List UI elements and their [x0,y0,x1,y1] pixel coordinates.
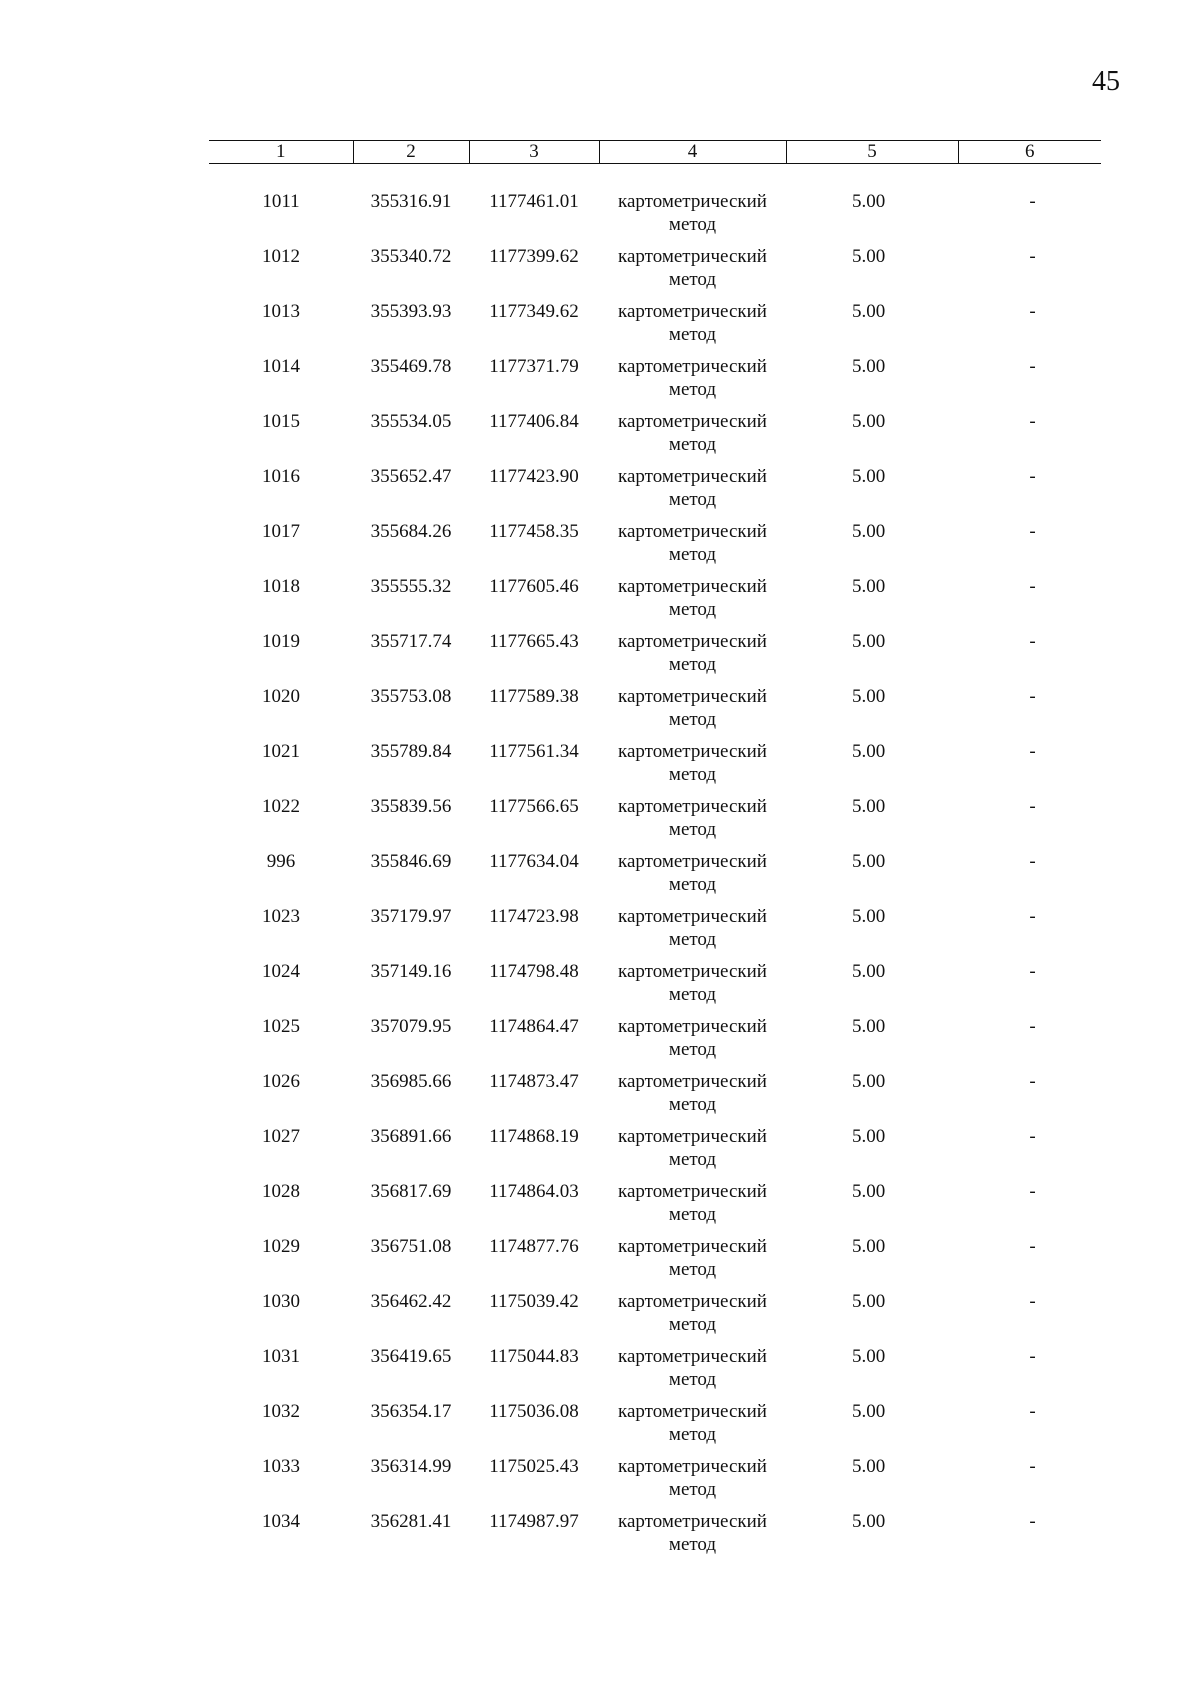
accuracy-cell: 5.00 [852,246,886,267]
method-line-1: картометрический [618,796,767,817]
point-number-cell: 1021 [262,741,300,762]
note-cell: - [1029,576,1036,597]
note-cell: - [1029,411,1036,432]
table-row [209,740,1101,795]
method-line-2: метод [668,544,717,565]
point-number-cell: 1024 [262,961,300,982]
method-cell [599,1180,786,1235]
point-number-cell: 1029 [262,1236,300,1257]
point-number-cell: 1014 [262,356,300,377]
method-cell [599,1290,786,1345]
accuracy-cell: 5.00 [852,796,886,817]
table-row [209,410,1101,465]
accuracy-cell: 5.00 [852,741,886,762]
method-line-1: картометрический [618,466,767,487]
y-coordinate-cell: 1177406.84 [489,411,579,432]
table-row [209,355,1101,410]
accuracy-cell: 5.00 [852,1291,886,1312]
x-coordinate-cell: 355684.26 [370,521,452,542]
y-coordinate-cell: 1175025.43 [489,1456,579,1477]
coordinates-table [209,140,1101,1565]
x-coordinate-cell: 355789.84 [370,741,452,762]
method-cell [599,1125,786,1180]
method-line-1: картометрический [618,1346,767,1367]
y-coordinate-cell: 1177566.65 [489,796,579,817]
table-row [209,1235,1101,1290]
x-coordinate-cell: 355652.47 [370,466,452,487]
accuracy-cell: 5.00 [852,686,886,707]
table-body [209,164,1101,1566]
note-cell: - [1029,1291,1036,1312]
method-line-1: картометрический [618,906,767,927]
y-coordinate-cell: 1177349.62 [489,301,579,322]
table-row [209,520,1101,575]
note-cell: - [1029,191,1036,212]
point-number-cell: 1019 [262,631,300,652]
note-cell: - [1029,466,1036,487]
method-cell [599,1455,786,1510]
method-line-2: метод [668,1479,717,1500]
method-cell [599,1345,786,1400]
method-line-1: картометрический [618,1236,767,1257]
table-row [209,1070,1101,1125]
method-line-2: метод [668,1149,717,1170]
method-line-1: картометрический [618,1401,767,1422]
method-cell [599,685,786,740]
point-number-cell: 1031 [262,1346,300,1367]
coordinates-table-container [209,140,1101,1565]
method-line-2: метод [668,1039,717,1060]
note-cell: - [1029,851,1036,872]
x-coordinate-cell: 355717.74 [370,631,452,652]
accuracy-cell: 5.00 [852,961,886,982]
table-row [209,685,1101,740]
method-line-1: картометрический [618,1181,767,1202]
table-row [209,630,1101,685]
table-row [209,1125,1101,1180]
x-coordinate-cell: 355534.05 [370,411,452,432]
note-cell: - [1029,1456,1036,1477]
method-line-1: картометрический [618,576,767,597]
note-cell: - [1029,1071,1036,1092]
point-number-cell: 1011 [262,191,300,212]
method-line-1: картометрический [618,1456,767,1477]
point-number-cell: 1012 [262,246,300,267]
method-line-1: картометрический [618,686,767,707]
note-cell: - [1029,741,1036,762]
x-coordinate-cell: 356314.99 [370,1456,452,1477]
point-number-cell: 1023 [262,906,300,927]
method-line-1: картометрический [618,356,767,377]
table-row [209,1400,1101,1455]
point-number-cell: 1030 [262,1291,300,1312]
method-line-1: картометрический [618,301,767,322]
point-number-cell: 1020 [262,686,300,707]
accuracy-cell: 5.00 [852,1401,886,1422]
method-line-2: метод [668,434,717,455]
accuracy-cell: 5.00 [852,1511,886,1532]
method-line-2: метод [668,709,717,730]
table-row [209,1180,1101,1235]
y-coordinate-cell: 1174798.48 [489,961,579,982]
y-coordinate-cell: 1177561.34 [489,741,579,762]
method-cell [599,905,786,960]
note-cell: - [1029,796,1036,817]
note-cell: - [1029,686,1036,707]
table-row [209,465,1101,520]
method-line-1: картометрический [618,411,767,432]
x-coordinate-cell: 355469.78 [370,356,452,377]
method-cell [599,190,786,245]
accuracy-cell: 5.00 [852,906,886,927]
y-coordinate-cell: 1177634.04 [489,851,579,872]
table-row [209,1510,1101,1565]
method-line-2: метод [668,819,717,840]
note-cell: - [1029,1236,1036,1257]
x-coordinate-cell: 357079.95 [370,1016,452,1037]
method-line-2: метод [668,874,717,895]
method-cell [599,1015,786,1070]
point-number-cell: 1013 [262,301,300,322]
method-line-2: метод [668,1094,717,1115]
accuracy-cell: 5.00 [852,1236,886,1257]
point-number-cell: 1017 [262,521,300,542]
accuracy-cell: 5.00 [852,1346,886,1367]
accuracy-cell: 5.00 [852,1071,886,1092]
x-coordinate-cell: 355340.72 [370,246,452,267]
method-cell [599,575,786,630]
method-line-2: метод [668,984,717,1005]
table-row [209,190,1101,245]
method-cell [599,465,786,520]
x-coordinate-cell: 356751.08 [370,1236,452,1257]
method-cell [599,520,786,575]
accuracy-cell: 5.00 [852,851,886,872]
method-line-1: картометрический [618,741,767,762]
method-line-1: картометрический [618,851,767,872]
method-cell [599,850,786,905]
method-line-1: картометрический [618,521,767,542]
table-row [209,245,1101,300]
accuracy-cell: 5.00 [852,1456,886,1477]
method-cell [599,630,786,685]
x-coordinate-cell: 356419.65 [370,1346,452,1367]
method-line-1: картометрический [618,246,767,267]
method-line-2: метод [668,269,717,290]
table-row [209,1455,1101,1510]
accuracy-cell: 5.00 [852,1126,886,1147]
y-coordinate-cell: 1174877.76 [489,1236,579,1257]
note-cell: - [1029,1126,1036,1147]
y-coordinate-cell: 1174864.03 [489,1181,579,1202]
note-cell: - [1029,521,1036,542]
point-number-cell: 1028 [262,1181,300,1202]
note-cell: - [1029,1181,1036,1202]
column-header-2: 2 [353,141,469,164]
note-cell: - [1029,961,1036,982]
table-spacer-row [209,164,1101,191]
method-line-1: картометрический [618,1016,767,1037]
x-coordinate-cell: 356891.66 [370,1126,452,1147]
accuracy-cell: 5.00 [852,466,886,487]
y-coordinate-cell: 1175039.42 [489,1291,579,1312]
method-cell [599,1400,786,1455]
method-line-1: картометрический [618,1126,767,1147]
x-coordinate-cell: 356281.41 [370,1511,452,1532]
column-header-1: 1 [209,141,353,164]
y-coordinate-cell: 1177423.90 [489,466,579,487]
x-coordinate-cell: 355753.08 [370,686,452,707]
method-line-1: картометрический [618,1071,767,1092]
table-row [209,1015,1101,1070]
note-cell: - [1029,906,1036,927]
table-row [209,1290,1101,1345]
method-line-1: картометрический [618,631,767,652]
point-number-cell: 1034 [262,1511,300,1532]
accuracy-cell: 5.00 [852,191,886,212]
method-line-2: метод [668,1369,717,1390]
column-header-4: 4 [599,141,786,164]
y-coordinate-cell: 1177605.46 [489,576,579,597]
method-line-2: метод [668,654,717,675]
x-coordinate-cell: 357179.97 [370,906,452,927]
method-cell [599,1235,786,1290]
x-coordinate-cell: 356354.17 [370,1401,452,1422]
x-coordinate-cell: 356985.66 [370,1071,452,1092]
page-number: 45 [1092,66,1120,97]
y-coordinate-cell: 1174723.98 [489,906,579,927]
accuracy-cell: 5.00 [852,521,886,542]
accuracy-cell: 5.00 [852,1181,886,1202]
note-cell: - [1029,631,1036,652]
table-row [209,960,1101,1015]
method-line-2: метод [668,324,717,345]
method-line-2: метод [668,1314,717,1335]
method-line-1: картометрический [618,191,767,212]
table-row [209,575,1101,630]
table-header-row [209,141,1101,164]
x-coordinate-cell: 355316.91 [370,191,452,212]
point-number-cell: 996 [266,851,296,872]
method-line-2: метод [668,1259,717,1280]
column-header-6: 6 [958,141,1101,164]
x-coordinate-cell: 355846.69 [370,851,452,872]
y-coordinate-cell: 1177371.79 [489,356,579,377]
method-line-2: метод [668,1424,717,1445]
method-line-2: метод [668,489,717,510]
accuracy-cell: 5.00 [852,301,886,322]
x-coordinate-cell: 356817.69 [370,1181,452,1202]
note-cell: - [1029,356,1036,377]
y-coordinate-cell: 1177458.35 [489,521,579,542]
x-coordinate-cell: 357149.16 [370,961,452,982]
accuracy-cell: 5.00 [852,576,886,597]
note-cell: - [1029,1016,1036,1037]
note-cell: - [1029,1346,1036,1367]
note-cell: - [1029,301,1036,322]
point-number-cell: 1015 [262,411,300,432]
point-number-cell: 1032 [262,1401,300,1422]
table-row [209,1345,1101,1400]
method-cell [599,410,786,465]
point-number-cell: 1026 [262,1071,300,1092]
note-cell: - [1029,246,1036,267]
y-coordinate-cell: 1174987.97 [489,1511,579,1532]
y-coordinate-cell: 1177589.38 [489,686,579,707]
method-cell [599,355,786,410]
table-row [209,795,1101,850]
y-coordinate-cell: 1177665.43 [489,631,579,652]
point-number-cell: 1033 [262,1456,300,1477]
method-line-1: картометрический [618,961,767,982]
method-line-2: метод [668,929,717,950]
method-line-2: метод [668,1204,717,1225]
accuracy-cell: 5.00 [852,631,886,652]
point-number-cell: 1025 [262,1016,300,1037]
point-number-cell: 1016 [262,466,300,487]
method-line-1: картометрический [618,1291,767,1312]
method-cell [599,795,786,850]
y-coordinate-cell: 1177399.62 [489,246,579,267]
method-cell [599,740,786,795]
y-coordinate-cell: 1177461.01 [489,191,579,212]
method-cell [599,1070,786,1125]
accuracy-cell: 5.00 [852,1016,886,1037]
x-coordinate-cell: 355839.56 [370,796,452,817]
x-coordinate-cell: 355555.32 [370,576,452,597]
method-line-2: метод [668,764,717,785]
point-number-cell: 1027 [262,1126,300,1147]
table-row [209,850,1101,905]
x-coordinate-cell: 355393.93 [370,301,452,322]
table-row [209,300,1101,355]
method-cell [599,245,786,300]
column-header-5: 5 [786,141,958,164]
table-row [209,905,1101,960]
y-coordinate-cell: 1174873.47 [489,1071,579,1092]
y-coordinate-cell: 1175036.08 [489,1401,579,1422]
method-line-2: метод [668,599,717,620]
y-coordinate-cell: 1174864.47 [489,1016,579,1037]
method-cell [599,1510,786,1565]
y-coordinate-cell: 1174868.19 [489,1126,579,1147]
note-cell: - [1029,1511,1036,1532]
method-line-2: метод [668,1534,717,1555]
y-coordinate-cell: 1175044.83 [489,1346,579,1367]
method-line-2: метод [668,214,717,235]
accuracy-cell: 5.00 [852,411,886,432]
note-cell: - [1029,1401,1036,1422]
point-number-cell: 1022 [262,796,300,817]
method-cell [599,300,786,355]
x-coordinate-cell: 356462.42 [370,1291,452,1312]
point-number-cell: 1018 [262,576,300,597]
accuracy-cell: 5.00 [852,356,886,377]
column-header-3: 3 [469,141,599,164]
method-line-2: метод [668,379,717,400]
method-line-1: картометрический [618,1511,767,1532]
method-cell [599,960,786,1015]
